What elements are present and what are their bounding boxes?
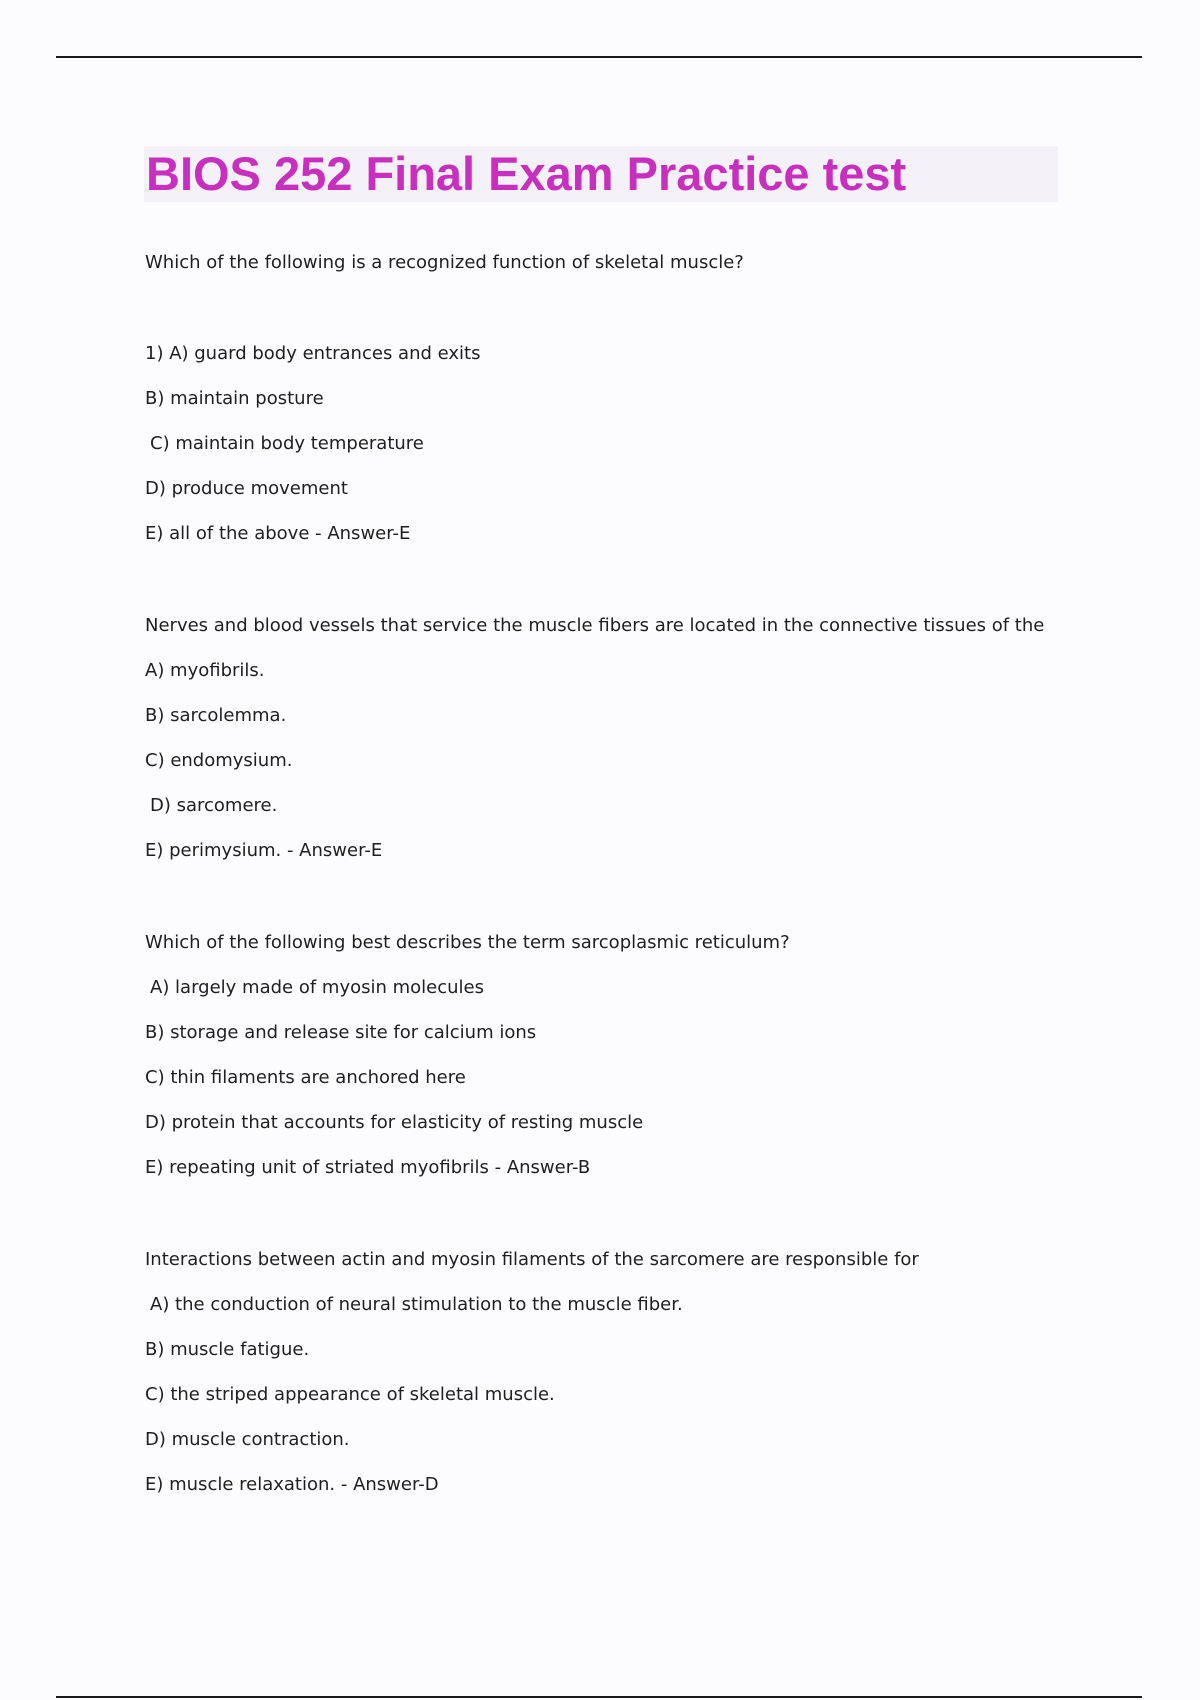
answer-option: A) myofibrils. xyxy=(145,660,265,681)
question-text: Which of the following best describes the term sarcoplasmic reticulum? xyxy=(145,932,790,953)
answer-option: B) maintain posture xyxy=(145,388,324,409)
answer-option: A) largely made of myosin molecules xyxy=(150,977,484,998)
answer-option: D) sarcomere. xyxy=(150,795,278,816)
answer-option: C) maintain body temperature xyxy=(150,433,424,454)
header-rule xyxy=(56,56,1142,58)
answer-option: B) muscle fatigue. xyxy=(145,1339,310,1360)
answer-option: A) the conduction of neural stimulation to the muscle fiber. xyxy=(150,1294,683,1315)
question-3 xyxy=(145,920,1075,1190)
question-2 xyxy=(145,603,1075,873)
answer-option: C) thin filaments are anchored here xyxy=(145,1067,466,1088)
answer-option: C) endomysium. xyxy=(145,750,293,771)
answer-option: B) storage and release site for calcium ions xyxy=(145,1022,537,1043)
footer-rule xyxy=(56,1696,1142,1698)
question-1 xyxy=(145,240,1075,556)
question-4 xyxy=(145,1237,1075,1507)
question-list xyxy=(145,240,1075,1554)
answer-option-with-key: E) repeating unit of striated myofibrils - Answer-B xyxy=(145,1157,591,1178)
question-text: Nerves and blood vessels that service the muscle fibers are located in the connective tissues of the xyxy=(145,615,1045,636)
question-text: Which of the following is a recognized function of skeletal muscle? xyxy=(145,252,744,273)
answer-option: C) the striped appearance of skeletal muscle. xyxy=(145,1384,555,1405)
answer-option: 1) A) guard body entrances and exits xyxy=(145,343,481,364)
answer-option: D) produce movement xyxy=(145,478,348,499)
answer-option-with-key: E) all of the above - Answer-E xyxy=(145,523,411,544)
answer-option: D) protein that accounts for elasticity of resting muscle xyxy=(145,1112,644,1133)
spacer xyxy=(145,285,1075,331)
answer-option: B) sarcolemma. xyxy=(145,705,287,726)
document-title: BIOS 252 Final Exam Practice test xyxy=(146,147,907,200)
answer-option-with-key: E) perimysium. - Answer-E xyxy=(145,840,383,861)
answer-option: D) muscle contraction. xyxy=(145,1429,350,1450)
question-text: Interactions between actin and myosin filaments of the sarcomere are responsible for xyxy=(145,1249,919,1270)
answer-option-with-key: E) muscle relaxation. - Answer-D xyxy=(145,1474,439,1495)
